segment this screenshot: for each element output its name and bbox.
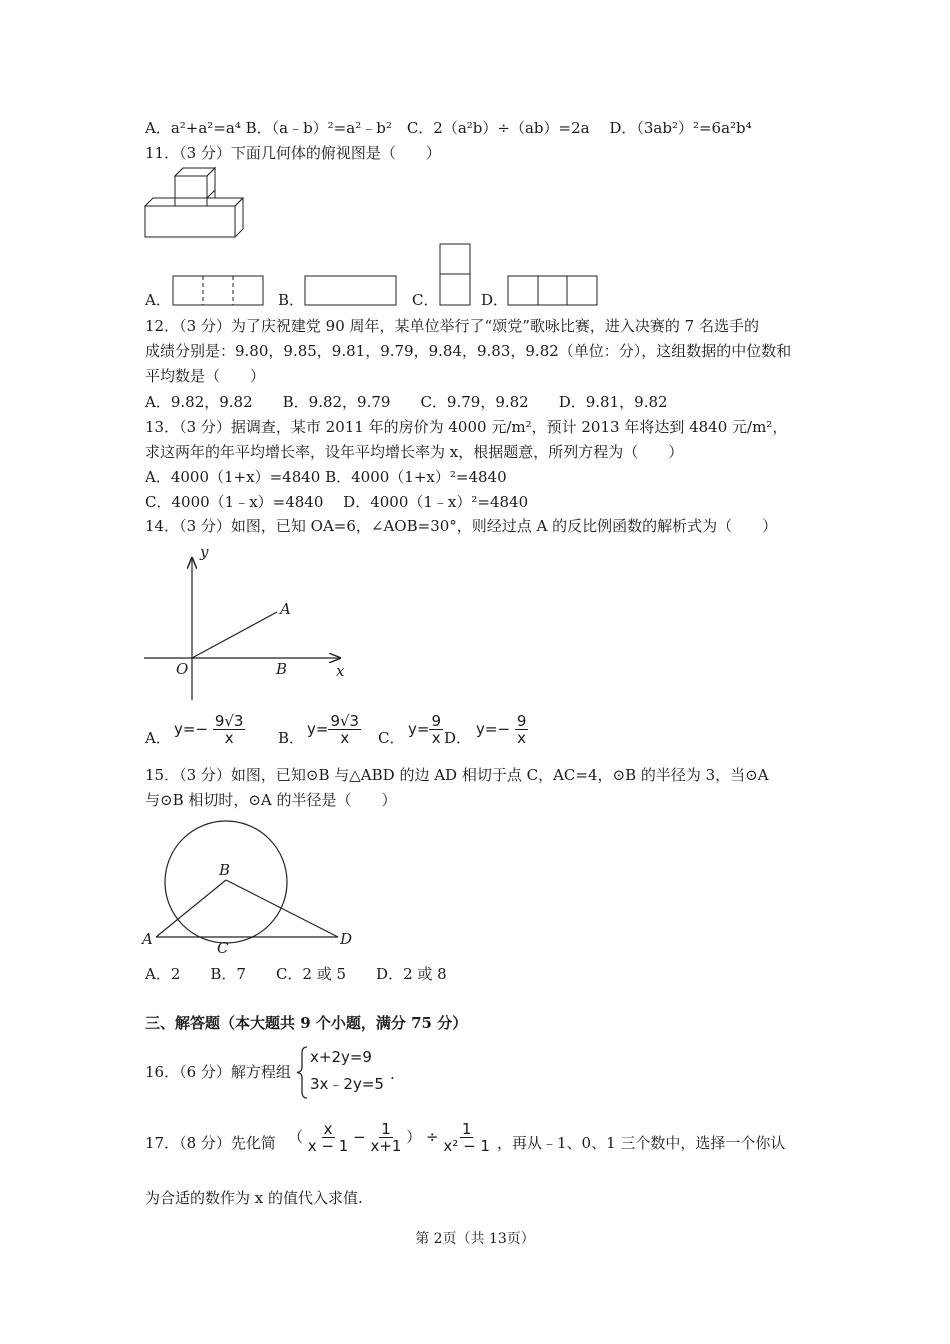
q14-label-y: y — [200, 543, 209, 561]
q16-eq2: 3x﹣2y=5 — [310, 1075, 384, 1093]
q17-den3: x² − 1 — [443, 1137, 490, 1155]
q17-expression — [288, 1121, 490, 1154]
q14-label-b: B — [276, 660, 288, 678]
q11-option-a-figure — [172, 275, 265, 307]
q17-den2: x+1 — [370, 1137, 402, 1155]
q15-segment-bd — [226, 880, 338, 937]
q13-line2: 求这两年的年平均增长率，设年平均增长率为 x，根据题意，所列方程为（ ） — [145, 443, 684, 461]
q14-segment-oa — [192, 612, 277, 658]
q15-circle-figure — [140, 812, 360, 957]
q14-d-fraction — [515, 713, 529, 746]
q14-option-b-formula — [307, 713, 361, 746]
q11-option-a-label: A． — [145, 291, 171, 309]
q14-option-d-formula — [476, 713, 528, 746]
q15-segment-ab — [156, 880, 226, 937]
q14-label-o: O — [176, 660, 189, 678]
q17-num2: 1 — [381, 1120, 391, 1138]
q13-line1: 13．（3 分）据调查，某市 2011 年的房价为 4000 元/m²，预计 2013 年将达到 4840 元/m²， — [145, 418, 788, 436]
q17-den1: x − 1 — [307, 1137, 349, 1155]
q17-num1: x — [323, 1120, 333, 1138]
q17-frac1 — [308, 1121, 349, 1154]
q14-a-den: x — [224, 729, 234, 747]
q11-option-d-label: D． — [481, 291, 509, 309]
q14-d-den: x — [517, 729, 527, 747]
q14-label-x: x — [336, 662, 345, 680]
q14-d-minus: − — [497, 720, 511, 738]
q17-frac2 — [370, 1121, 401, 1154]
q17-rparen: ） — [406, 1128, 422, 1146]
q11-stem: 11．（3 分）下面几何体的俯视图是（ ） — [145, 144, 441, 162]
q11-option-c-label: C． — [412, 291, 439, 309]
q15-label-d: D — [340, 930, 353, 948]
q14-d-y: y= — [476, 720, 498, 738]
q11-solid-figure — [143, 166, 248, 241]
q12-line3: 平均数是（ ） — [145, 367, 266, 385]
q17-tail: ，再从﹣1、0、1 三个数中，选择一个你认 — [497, 1134, 786, 1152]
q14-option-b-label: B． — [278, 729, 305, 747]
q13-options1: A．4000（1+x）=4840 B．4000（1+x）²=4840 — [145, 468, 507, 486]
q14-c-num: 9 — [431, 712, 441, 730]
q15-line1: 15．（3 分）如图，已知⊙B 与△ABD 的边 AD 相切于点 C，AC=4，⊙B 的半径为 3，当⊙A — [145, 766, 769, 784]
q14-label-a: A — [280, 600, 291, 618]
q14-option-a-formula — [174, 713, 245, 746]
q15-options: A．2 B．7 C．2 或 5 D．2 或 8 — [145, 965, 447, 983]
q17-line2: 为合适的数作为 x 的值代入求值. — [145, 1189, 363, 1207]
q14-a-y: y= — [174, 720, 196, 738]
page-footer: 第 2页（共 13页） — [415, 1231, 535, 1247]
q14-option-d-label: D． — [444, 729, 472, 747]
q14-c-den: x — [431, 729, 441, 747]
q14-b-y: y= — [307, 720, 329, 738]
q14-option-a-label: A． — [145, 729, 171, 747]
q14-coordinate-figure — [142, 540, 357, 705]
q14-d-num: 9 — [516, 712, 527, 730]
q15-label-c: C — [217, 939, 229, 957]
q16-brace — [296, 1045, 308, 1100]
q14-option-c-label: C． — [378, 729, 405, 747]
q16-eq1: x+2y=9 — [310, 1048, 372, 1066]
q17-div: ÷ — [426, 1128, 439, 1146]
q14-b-den: x — [340, 729, 350, 747]
q10-options: A．a²+a²=a⁴ B．（a﹣b）²=a²﹣b² C．2（a²b）÷（ab）=2a D．（3ab²）²=6a²b⁴ — [145, 119, 752, 137]
q15-label-a: A — [142, 930, 153, 948]
q14-stem: 14．（3 分）如图，已知 OA=6，∠AOB=30°，则经过点 A 的反比例函数的解析式为（ ） — [145, 517, 778, 535]
q12-line1: 12．（3 分）为了庆祝建党 90 周年，某单位举行了“颂党”歌咏比赛，进入决赛的 7 名选手的 — [145, 317, 759, 335]
q15-circle-b — [165, 821, 287, 943]
q15-line2: 与⊙B 相切时，⊙A 的半径是（ ） — [145, 791, 397, 809]
section3-title: 三、解答题（本大题共 9 个小题，满分 75 分） — [145, 1014, 468, 1032]
q11-option-d-figure — [507, 275, 600, 307]
q14-a-fraction — [213, 713, 246, 746]
q17-num3: 1 — [461, 1120, 472, 1138]
q17-frac3 — [443, 1121, 490, 1154]
q14-c-fraction — [429, 713, 443, 746]
q17-lparen: （ — [288, 1128, 304, 1146]
q11-option-b-label: B． — [278, 291, 305, 309]
q14-b-num: 9√3 — [330, 712, 360, 730]
q14-b-fraction — [328, 713, 361, 746]
q13-options2: C．4000（1﹣x）=4840 D．4000（1﹣x）²=4840 — [145, 493, 529, 511]
q17-stem: 17．（8 分）先化简 — [145, 1134, 276, 1152]
q14-c-y: y= — [408, 720, 430, 738]
q16-end: . — [390, 1065, 395, 1083]
q15-label-b: B — [219, 861, 231, 879]
q12-line2: 成绩分别是：9.80，9.85，9.81，9.79，9.84，9.83，9.82（单位：分），这组数据的中位数和 — [145, 342, 792, 360]
q14-a-num: 9√3 — [214, 712, 244, 730]
q14-option-c-formula — [408, 713, 443, 746]
q11-option-c-figure — [439, 243, 472, 307]
q12-options: A．9.82，9.82 B．9.82，9.79 C．9.79，9.82 D．9.81，9.82 — [145, 393, 668, 411]
q17-minus: − — [353, 1128, 366, 1146]
q11-option-b-figure — [304, 275, 398, 307]
q16-stem: 16．（6 分）解方程组 — [145, 1063, 291, 1081]
q14-a-minus: − — [195, 720, 209, 738]
